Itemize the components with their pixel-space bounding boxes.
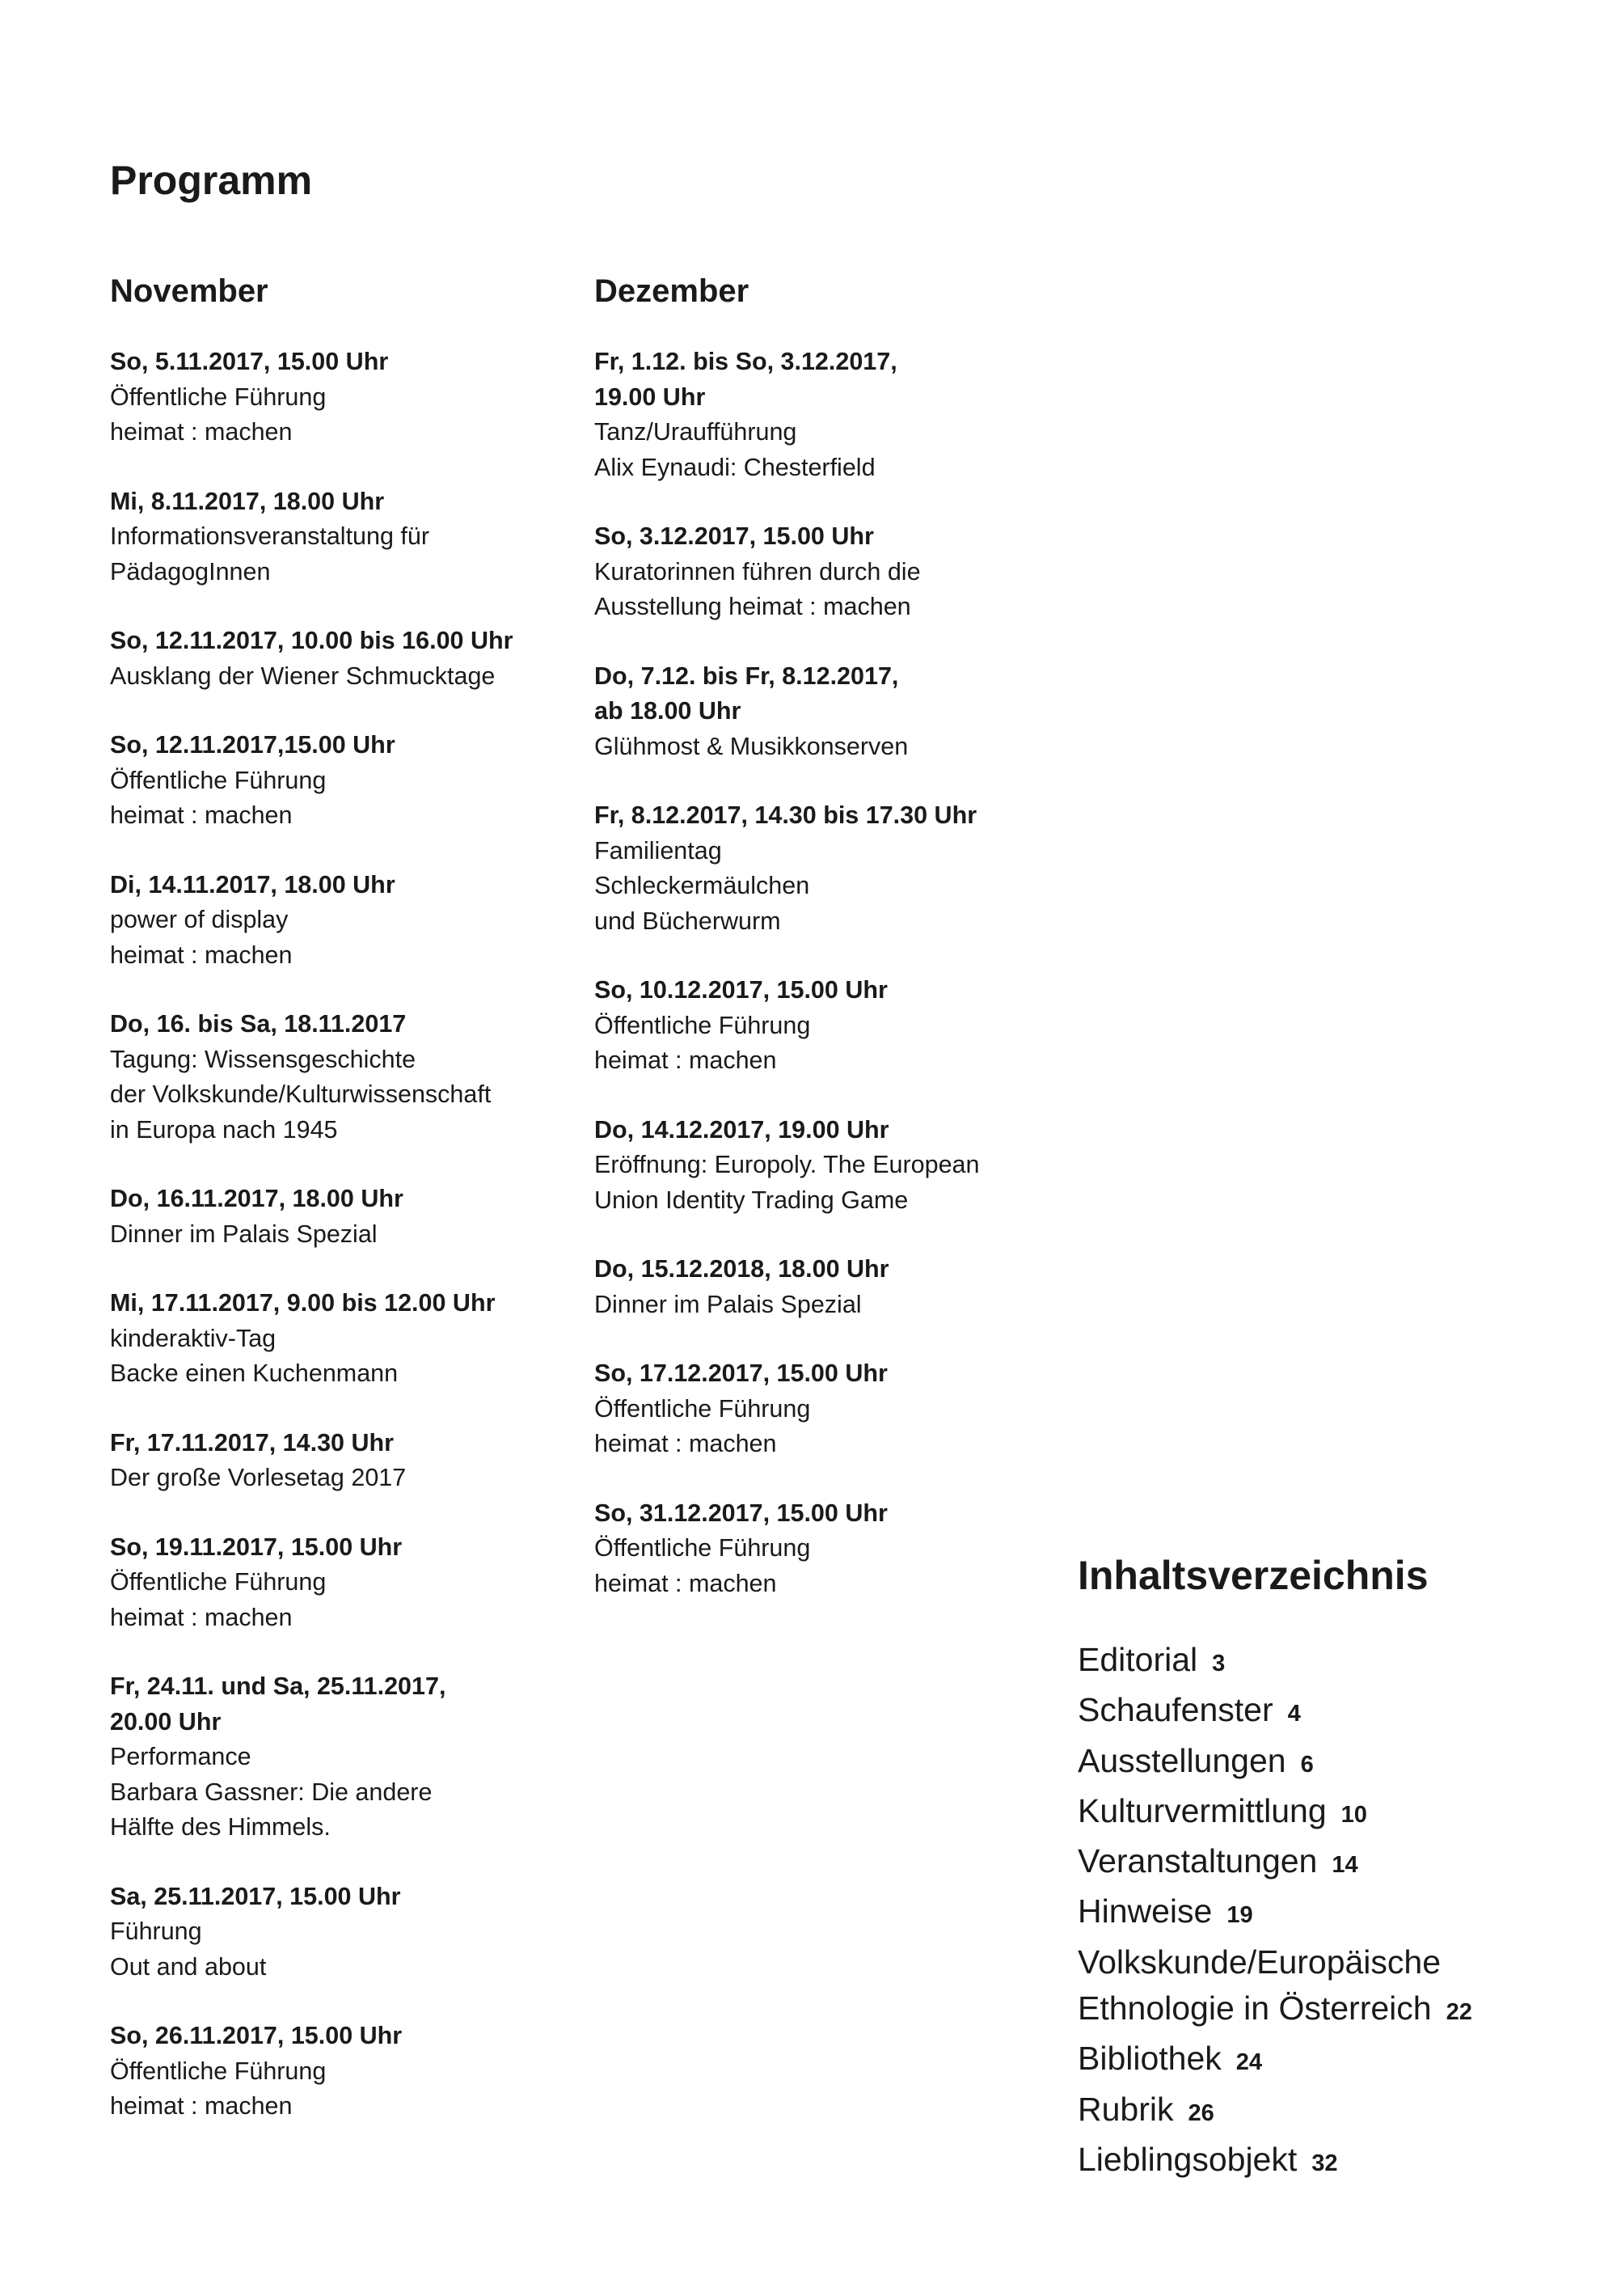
november-event-list bbox=[110, 345, 563, 2125]
toc-item-page-number: 24 bbox=[1235, 2049, 1263, 2076]
event-description: kinderaktiv-Tag Backe einen Kuchenmann bbox=[110, 1324, 399, 1387]
event-description: Führung Out and about bbox=[110, 1918, 267, 1981]
event-date: So, 5.11.2017, 15.00 Uhr bbox=[110, 348, 389, 375]
toc-item-label: Lieblingsobjekt bbox=[1078, 2140, 1298, 2178]
event-description: Kuratorinnen führen durch die Ausstellung heimat : machen bbox=[594, 557, 921, 620]
event-description: Öffentliche Führung heimat : machen bbox=[110, 1568, 327, 1631]
event-item bbox=[110, 1007, 563, 1148]
event-item bbox=[110, 1182, 563, 1252]
event-item bbox=[594, 1356, 1079, 1462]
toc-item bbox=[1078, 1838, 1595, 1888]
event-description: Öffentliche Führung heimat : machen bbox=[594, 1011, 811, 1074]
toc-item-label: Kulturvermittlung bbox=[1078, 1791, 1327, 1829]
event-description: Öffentliche Führung heimat : machen bbox=[110, 383, 327, 446]
dezember-column bbox=[594, 272, 1079, 1635]
toc-item-label: Schaufenster bbox=[1078, 1691, 1273, 1729]
event-date: Do, 7.12. bis Fr, 8.12.2017, ab 18.00 Uhr bbox=[594, 662, 899, 725]
event-description: Dinner im Palais Spezial bbox=[594, 1290, 862, 1318]
toc-item bbox=[1078, 1888, 1595, 1939]
event-item bbox=[594, 1252, 1079, 1322]
event-description: Öffentliche Führung heimat : machen bbox=[594, 1534, 811, 1597]
event-item bbox=[110, 484, 563, 590]
event-date: Do, 16. bis Sa, 18.11.2017 bbox=[110, 1010, 407, 1038]
event-description: Der große Vorlesetag 2017 bbox=[110, 1464, 407, 1491]
toc-list bbox=[1078, 1637, 1595, 2187]
toc-item-page-number: 3 bbox=[1212, 1651, 1226, 1677]
event-item bbox=[110, 345, 563, 450]
event-item bbox=[110, 1426, 563, 1496]
toc-item-label: Bibliothek bbox=[1078, 2040, 1222, 2078]
event-description: Dinner im Palais Spezial bbox=[110, 1220, 378, 1248]
toc-item bbox=[1078, 1788, 1595, 1838]
event-description: Tagung: Wissensgeschichte der Volkskunde/Kulturwissenschaft in Europa nach 1945 bbox=[110, 1045, 492, 1144]
november-column bbox=[110, 272, 563, 2159]
event-item bbox=[110, 868, 563, 974]
event-description: Öffentliche Führung heimat : machen bbox=[110, 2057, 327, 2120]
event-item bbox=[594, 519, 1079, 625]
toc-item bbox=[1078, 2087, 1595, 2137]
toc-item bbox=[1078, 1939, 1595, 2036]
toc-item-label: Rubrik bbox=[1078, 2090, 1174, 2128]
toc-item-label: Veranstaltungen bbox=[1078, 1842, 1318, 1880]
toc-item-page-number: 14 bbox=[1332, 1852, 1358, 1879]
event-description: Öffentliche Führung heimat : machen bbox=[594, 1394, 811, 1457]
event-date: So, 12.11.2017, 10.00 bis 16.00 Uhr bbox=[110, 627, 513, 654]
event-description: Tanz/Uraufführung Alix Eynaudi: Chesterfield bbox=[594, 418, 876, 481]
event-description: Familientag Schleckermäulchen und Bücherwurm bbox=[594, 836, 810, 935]
event-item bbox=[110, 1669, 563, 1846]
dezember-event-list bbox=[594, 345, 1079, 1601]
month-title-november: November bbox=[110, 273, 268, 309]
event-description: Ausklang der Wiener Schmucktage bbox=[110, 662, 496, 690]
event-date: Mi, 17.11.2017, 9.00 bis 12.00 Uhr bbox=[110, 1289, 496, 1317]
toc-item-page-number: 26 bbox=[1188, 2099, 1214, 2126]
toc-item-page-number: 4 bbox=[1287, 1701, 1301, 1727]
event-description: Öffentliche Führung heimat : machen bbox=[110, 766, 327, 829]
toc-item-page-number: 6 bbox=[1300, 1751, 1314, 1778]
event-date: Di, 14.11.2017, 18.00 Uhr bbox=[110, 870, 395, 899]
page-title: Programm bbox=[110, 158, 313, 203]
event-date: So, 17.12.2017, 15.00 Uhr bbox=[594, 1359, 888, 1387]
event-item bbox=[110, 1880, 563, 1985]
event-date: Sa, 25.11.2017, 15.00 Uhr bbox=[110, 1882, 401, 1910]
event-description: Glühmost & Musikkonserven bbox=[594, 732, 909, 760]
toc-item bbox=[1078, 1687, 1595, 1737]
event-date: So, 12.11.2017,15.00 Uhr bbox=[110, 731, 395, 759]
toc-item bbox=[1078, 2137, 1595, 2187]
event-date: So, 31.12.2017, 15.00 Uhr bbox=[594, 1499, 888, 1527]
toc-item-page-number: 22 bbox=[1446, 1999, 1472, 2026]
event-description: Performance Barbara Gassner: Die andere Hälfte des Himmels. bbox=[110, 1743, 433, 1841]
month-title-dezember: Dezember bbox=[594, 273, 749, 309]
event-item bbox=[594, 345, 1079, 485]
event-item bbox=[110, 1530, 563, 1636]
event-item bbox=[594, 659, 1079, 765]
toc-item bbox=[1078, 1738, 1595, 1788]
event-date: Fr, 8.12.2017, 14.30 bis 17.30 Uhr bbox=[594, 801, 977, 829]
event-date: Fr, 24.11. und Sa, 25.11.2017, 20.00 Uhr bbox=[110, 1672, 446, 1736]
toc-item-label: Ausstellungen bbox=[1078, 1741, 1286, 1779]
event-date: So, 19.11.2017, 15.00 Uhr bbox=[110, 1533, 403, 1561]
event-item bbox=[594, 973, 1079, 1079]
toc-title: Inhaltsverzeichnis bbox=[1078, 1553, 1429, 1598]
event-item bbox=[110, 624, 563, 694]
event-item bbox=[594, 1113, 1079, 1219]
event-date: So, 26.11.2017, 15.00 Uhr bbox=[110, 2022, 403, 2049]
event-date: Mi, 8.11.2017, 18.00 Uhr bbox=[110, 487, 385, 515]
toc-item-label: Hinweise bbox=[1078, 1892, 1213, 1930]
event-date: Do, 16.11.2017, 18.00 Uhr bbox=[110, 1185, 403, 1212]
toc-item-label: Volkskunde/Europäische Ethnologie in Österreich bbox=[1078, 1943, 1442, 2027]
event-item bbox=[110, 2019, 563, 2125]
toc-item-page-number: 32 bbox=[1311, 2150, 1338, 2176]
event-item bbox=[594, 798, 1079, 939]
event-date: Do, 15.12.2018, 18.00 Uhr bbox=[594, 1255, 889, 1283]
event-date: Do, 14.12.2017, 19.00 Uhr bbox=[594, 1115, 889, 1144]
toc-item-page-number: 19 bbox=[1226, 1902, 1253, 1929]
event-description: Eröffnung: Europoly. The European Union Identity Trading Game bbox=[594, 1151, 980, 1214]
event-description: Informationsveranstaltung für PädagogInnen bbox=[110, 522, 430, 586]
table-of-contents bbox=[1078, 1551, 1595, 2187]
event-item bbox=[594, 1496, 1079, 1602]
event-item bbox=[110, 1286, 563, 1392]
event-description: power of display heimat : machen bbox=[110, 906, 293, 969]
event-date: So, 10.12.2017, 15.00 Uhr bbox=[594, 976, 888, 1004]
toc-item-label: Editorial bbox=[1078, 1641, 1198, 1678]
toc-item bbox=[1078, 1637, 1595, 1687]
event-date: So, 3.12.2017, 15.00 Uhr bbox=[594, 522, 874, 550]
toc-item-page-number: 10 bbox=[1340, 1801, 1367, 1828]
event-date: Fr, 1.12. bis So, 3.12.2017, 19.00 Uhr bbox=[594, 348, 897, 411]
toc-item bbox=[1078, 2036, 1595, 2086]
event-date: Fr, 17.11.2017, 14.30 Uhr bbox=[110, 1428, 395, 1457]
event-item bbox=[110, 728, 563, 834]
